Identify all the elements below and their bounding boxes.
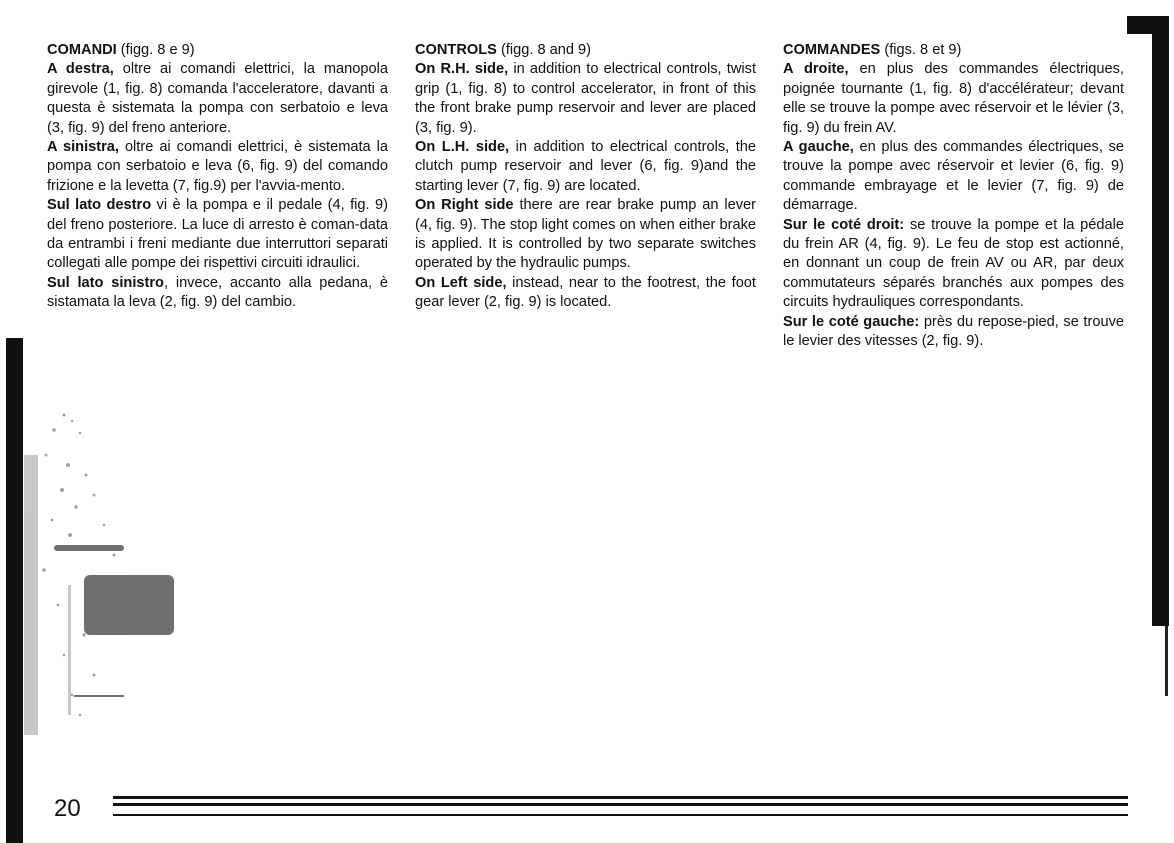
french-left-side-label: Sur le coté gauche:: [783, 313, 920, 330]
french-right-side-paragraph: [783, 216, 1124, 313]
english-column: [415, 41, 756, 313]
italian-left-side-text: , invece, accanto alla pedana, è sistamata la leva (2, fig. 9) del cambio.: [47, 274, 388, 311]
italian-left-paragraph: [47, 138, 388, 196]
italian-column: [47, 41, 388, 313]
english-right-paragraph: [415, 60, 756, 138]
italian-right-side-paragraph: [47, 196, 388, 274]
italian-right-label: A destra,: [47, 61, 114, 78]
english-right-label: On R.H. side,: [415, 61, 509, 78]
french-left-text: en plus des commandes électriques, se trouve la pompe avec réservoir et levier (6, fig. 9) commande embrayage et le levier (7, fig. 9) de démarrage.: [783, 139, 1124, 214]
english-heading-line: [415, 41, 756, 60]
italian-heading-ref: (figg. 8 e 9): [116, 42, 195, 58]
french-right-label: A droite,: [783, 61, 849, 78]
italian-heading-line: [47, 41, 388, 60]
french-right-paragraph: [783, 60, 1124, 138]
french-left-side-paragraph: [783, 313, 1124, 352]
english-left-text: in addition to electrical controls, the clutch pump reservoir and lever (6, fig. 9)and the starting lever (7, fig. 9) are located.: [415, 139, 756, 194]
english-left-side-paragraph: [415, 274, 756, 313]
english-left-side-text: instead, near to the footrest, the foot gear lever (2, fig. 9) is located.: [415, 274, 756, 311]
french-left-label: A gauche,: [783, 139, 854, 156]
footer-rule-bottom: [113, 814, 1128, 816]
italian-right-side-text: vi è la pompa e il pedale (4, fig. 9) del freno posteriore. La luce di arresto è coman-data da entrambi i freni mediante due interruttori separati collegati alle pompe dei rispettivi circuiti idraulici.: [47, 197, 388, 272]
english-heading-ref: (figg. 8 and 9): [496, 42, 591, 58]
italian-left-text: oltre ai comandi elettrici, è sistemata la pompa con serbatoio e leva (6, fig. 9) del comando frizione e la levetta (7, fig.9) per l'avvia-mento.: [47, 139, 388, 194]
french-right-side-label: Sur le coté droit:: [783, 216, 905, 233]
english-right-side-text: there are rear brake pump an lever (4, fig. 9). The stop light comes on when either brake is applied. It is controlled by two separate switches operated by the hydraulic pumps.: [415, 197, 756, 272]
italian-right-paragraph: [47, 60, 388, 138]
italian-right-side-label: Sul lato destro: [47, 197, 152, 214]
italian-left-side-label: Sul lato sinistro: [47, 274, 164, 291]
french-heading-line: [783, 41, 1124, 60]
right-edge-bar-tail: [1165, 626, 1168, 696]
italian-left-label: A sinistra,: [47, 139, 119, 156]
italian-right-text: oltre ai comandi elettrici, la manopola girevole (1, fig. 8) comanda l'acceleratore, davanti a questa è sistemata la pompa con serbatoio e leva (3, fig. 9) del freno anteriore.: [47, 61, 388, 136]
english-right-text: in addition to electrical controls, twist grip (1, fig. 8) to control accelerator, in front of this the front brake pump reservoir and lever are placed (3, fig. 9).: [415, 61, 756, 136]
english-right-side-label: On Right side: [415, 197, 514, 214]
french-heading: COMMANDES: [783, 42, 881, 58]
italian-heading: COMANDI: [47, 42, 117, 58]
english-heading: CONTROLS: [415, 42, 497, 58]
page-number: 20: [54, 795, 81, 822]
french-heading-ref: (figs. 8 et 9): [880, 42, 962, 58]
english-left-label: On L.H. side,: [415, 139, 510, 156]
french-left-paragraph: [783, 138, 1124, 216]
italian-left-side-paragraph: [47, 274, 388, 313]
right-edge-bar: [1152, 16, 1169, 626]
footer-rule-top: [113, 796, 1128, 799]
english-right-side-paragraph: [415, 196, 756, 274]
french-left-side-text: près du repose-pied, se trouve le levier des vitesses (2, fig. 9).: [783, 313, 1124, 350]
footer-rule-middle: [113, 803, 1128, 806]
french-right-side-text: se trouve la pompe et la pédale du frein AR (4, fig. 9). Le feu de stop est actionné, en donnant un coup de frein AV ou AR, par deux commutateurs séparés branchés aux pompes des circuits hydrauliques correspondants.: [783, 216, 1124, 311]
english-left-side-label: On Left side,: [415, 274, 507, 291]
left-edge-bar: [6, 338, 23, 843]
french-column: [783, 41, 1124, 352]
french-right-text: en plus des commandes électriques, poignée tournante (1, fig. 8) d'accélérateur; devant elle se trouve la pompe avec réservoir et le lévier (3, fig. 9) du frein AV.: [783, 61, 1124, 136]
english-left-paragraph: [415, 138, 756, 196]
faded-photo-fragment: [24, 395, 184, 755]
